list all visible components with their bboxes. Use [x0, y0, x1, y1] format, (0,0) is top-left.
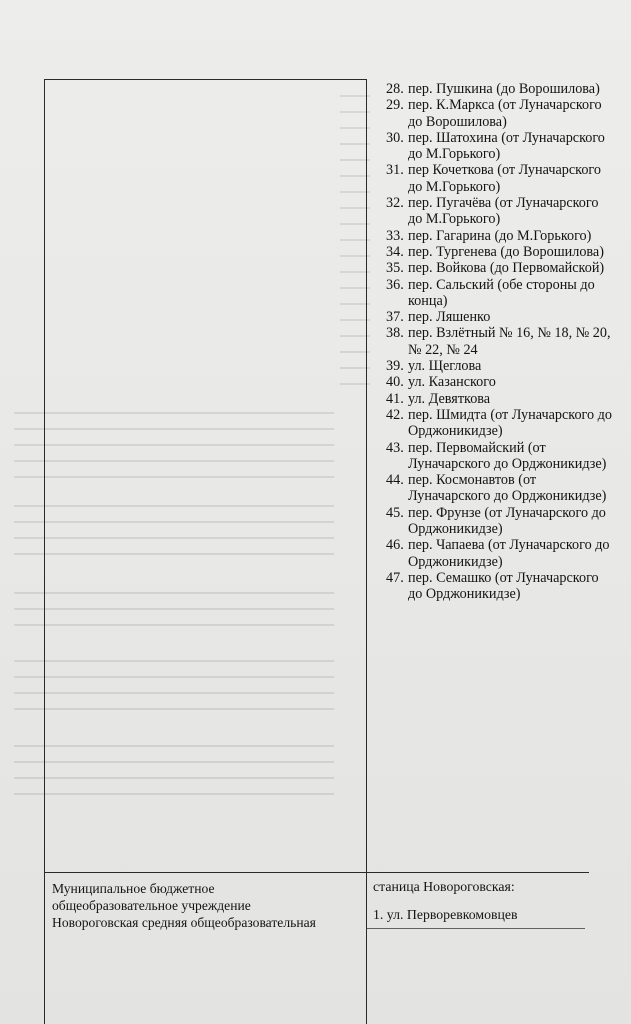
school-name-line: Новороговская средняя общеобразовательная: [52, 915, 316, 930]
bleed-through-artifact: [14, 745, 334, 809]
street-item: [386, 570, 616, 603]
street-item: [386, 391, 616, 407]
street-item: [386, 244, 616, 260]
street-text: пер. Чапаева (от Луначарского до Орджоникидзе): [408, 537, 610, 570]
street-text: пер. Пушкина (до Ворошилова): [408, 81, 600, 97]
street-item: 1. ул. Перворевкомовцев: [373, 907, 518, 922]
street-text: пер. Войкова (до Первомайской): [408, 260, 605, 277]
bleed-through-artifact: [14, 592, 334, 640]
street-number: 43.: [386, 439, 404, 456]
street-item: [386, 440, 616, 473]
street-text: ул. Щеглова: [408, 358, 482, 375]
street-list: [386, 81, 616, 603]
street-number: 41.: [386, 390, 404, 407]
school-name-line: общеобразовательное учреждение: [52, 898, 251, 913]
street-item: [386, 195, 616, 228]
street-number: 38.: [386, 325, 404, 342]
settlement-heading: станица Новороговская:: [373, 879, 515, 894]
street-text: пер. Пугачёва (от Луначарского до М.Горького): [408, 195, 599, 228]
street-number: 36.: [386, 276, 404, 293]
street-number: 31.: [386, 162, 404, 179]
table-column-divider: [366, 79, 367, 1024]
street-text: пер. Ляшенко: [408, 309, 491, 326]
street-number: 37.: [386, 309, 404, 326]
street-text: пер. Семашко (от Луначарского до Орджоникидзе): [408, 569, 599, 603]
street-item: [386, 407, 616, 440]
street-text: пер. Первомайский (от Луначарского до Орджоникидзе): [408, 439, 607, 472]
street-item: [386, 97, 616, 130]
street-number: 40.: [386, 374, 404, 391]
street-item: [386, 81, 616, 97]
table-cell-underline: [367, 928, 585, 929]
street-item: [386, 325, 616, 358]
street-text: пер. Фрунзе (от Луначарского до Орджоникидзе): [408, 504, 606, 538]
street-text: пер. Гагарина (до М.Горького): [408, 227, 592, 244]
street-item: [386, 130, 616, 163]
street-item: [386, 228, 616, 244]
street-item: [386, 358, 616, 374]
bleed-through-artifact: [14, 412, 334, 492]
school-name-cell: [52, 880, 362, 931]
bleed-through-artifact: [14, 505, 334, 569]
settlement-cell: [373, 878, 603, 923]
street-item: [386, 162, 616, 195]
street-text: ул. Казанского: [408, 374, 496, 391]
school-name-line: Муниципальное бюджетное: [52, 881, 215, 896]
street-text: пер. Шатохина (от Луначарского до М.Горького): [408, 129, 605, 163]
street-number: 47.: [386, 569, 404, 586]
street-number: 30.: [386, 129, 404, 146]
street-number: 32.: [386, 195, 404, 212]
table-row-divider: [44, 872, 589, 873]
street-text: ул. Девяткова: [408, 390, 491, 407]
street-text: пер. Шмидта (от Луначарского до Орджоникидзе): [408, 406, 612, 440]
street-text: пер. Взлётный № 16, № 18, № 20, № 22, № 24: [408, 325, 611, 358]
street-number: 29.: [386, 97, 404, 114]
street-item: [386, 537, 616, 570]
bleed-through-artifact: [14, 660, 334, 724]
street-text: пер. К.Маркса (от Луначарского до Ворошилова): [408, 97, 602, 130]
street-number: 34.: [386, 243, 404, 260]
street-item: [386, 505, 616, 538]
street-item: [386, 309, 616, 325]
street-number: 42.: [386, 406, 404, 423]
street-number: 44.: [386, 472, 404, 489]
street-text: пер. Тургенева (до Ворошилова): [408, 243, 604, 260]
table-border-left: [44, 79, 45, 1024]
street-number: 46.: [386, 537, 404, 554]
street-text: пер Кочеткова (от Луначарского до М.Горького): [408, 162, 601, 195]
street-number: 45.: [386, 504, 404, 521]
street-number: 39.: [386, 358, 404, 375]
street-item: [386, 472, 616, 505]
street-item: [386, 374, 616, 390]
street-text: пер. Космонавтов (от Луначарского до Орджоникидзе): [408, 472, 607, 505]
street-number: 33.: [386, 227, 404, 244]
street-number: 35.: [386, 260, 404, 277]
street-text: пер. Сальский (обе стороны до конца): [408, 276, 595, 309]
table-border-top: [44, 79, 367, 80]
street-number: 28.: [386, 81, 404, 97]
street-item: [386, 260, 616, 276]
street-item: [386, 277, 616, 310]
